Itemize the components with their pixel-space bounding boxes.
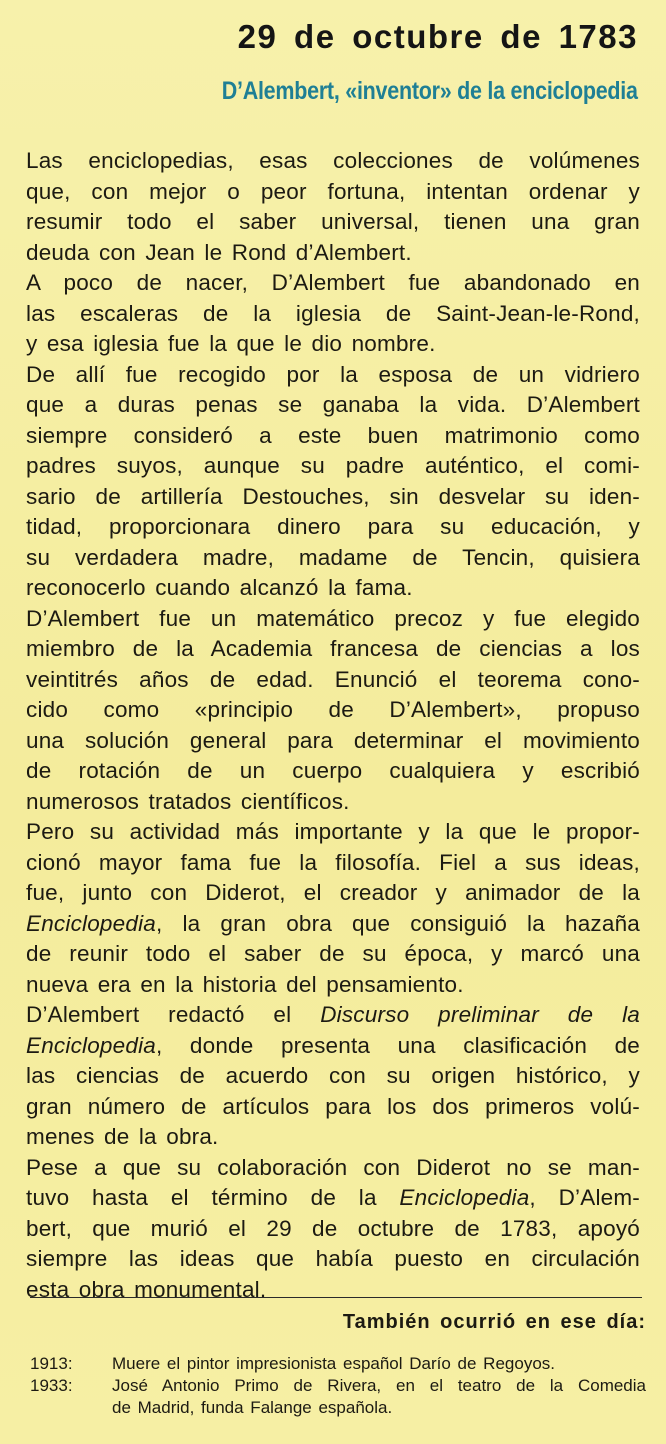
text-line: miembro de la Academia francesa de ciencias a los [26,636,640,661]
event-year: 1933: [30,1376,73,1395]
text-line: su verdadera madre, madame de Tencin, quisiera [26,544,640,570]
text-line: bert, que murió el 29 de octubre de 1783, apoyó [26,1215,640,1241]
event-year: 1913: [30,1354,73,1373]
text-line: siempre las ideas que había puesto en circulación [26,1246,640,1271]
event-description: Muere el pintor impresionista español Darío de Regoyos. [112,1354,556,1373]
text-line: nueva era en la historia del pensamiento. [26,971,464,997]
text-line: D’Alembert fue un matemático precoz y fue elegido [26,605,640,631]
text-line: resumir todo el saber universal, tienen una gran [26,209,640,234]
text-line: las ciencias de acuerdo con su origen histórico, y [26,1063,640,1088]
text-line: padres suyos, aunque su padre auténtico, el comi- [26,453,640,478]
text-line: Enciclopedia, donde presenta una clasificación de [26,1032,640,1058]
text-line: deuda con Jean le Rond d’Alembert. [26,239,412,265]
text-line: Pero su actividad más importante y la que le propor- [26,819,640,844]
text-line: de rotación de un cuerpo cualquiera y escribió [26,758,640,783]
text-line: y esa iglesia fue la que le dio nombre. [26,331,436,356]
event-description: José Antonio Primo de Rivera, en el teatro de la Comedia [112,1376,646,1395]
text-line: menes de la obra. [26,1124,219,1149]
event-item [30,1353,646,1375]
text-line: sario de artillería Destouches, sin desvelar su iden- [26,483,640,509]
text-line: Pese a que su colaboración con Diderot no se man- [26,1154,640,1180]
text-line: Las enciclopedias, esas colecciones de volúmenes [26,148,640,173]
text-line: Enciclopedia, la gran obra que consiguió la hazaña [26,910,640,936]
event-item [30,1375,646,1419]
text-line: De allí fue recogido por la esposa de un vidriero [26,361,640,387]
text-line: tuvo hasta el término de la Enciclopedia, D’Alem- [26,1185,640,1210]
text-line: de reunir todo el saber de su época, y marcó una [26,941,640,966]
text-line: fue, junto con Diderot, el creador y animador de la [26,880,640,905]
section-divider [30,1297,642,1298]
article-date: 29 de octubre de 1783 [237,18,638,55]
text-line: esta obra monumental. [26,1276,267,1302]
text-line: A poco de nacer, D’Alembert fue abandonado en [26,270,640,295]
text-line: que, con mejor o peor fortuna, intentan ordenar y [26,178,640,204]
event-description: de Madrid, funda Falange española. [112,1398,393,1417]
text-line: tidad, proporcionara dinero para su educación, y [26,514,640,539]
text-line: gran número de artículos para los dos primeros volú- [26,1093,640,1119]
text-line: numerosos tratados científicos. [26,788,350,814]
text-line: que a duras penas se ganaba la vida. D’Alembert [26,392,640,417]
text-line: cido como «principio de D’Alembert», propuso [26,697,640,722]
text-line: cionó mayor fama fue la filosofía. Fiel a sus ideas, [26,849,640,875]
events-list [30,1353,646,1419]
text-line: reconocerlo cuando alcanzó la fama. [26,575,413,600]
text-line: D’Alembert redactó el Discurso preliminar de la [26,1002,640,1027]
article-title: D’Alembert, «inventor» de la enciclopedia [222,77,638,105]
text-line: veintitrés años de edad. Enunció el teorema cono- [26,666,640,692]
also-happened-heading: También ocurrió en ese día: [342,1311,646,1333]
text-line: las escaleras de la iglesia de Saint-Jean-le-Rond, [26,300,640,326]
text-line: siempre consideró a este buen matrimonio como [26,422,640,448]
article-body [26,146,640,1305]
text-line: una solución general para determinar el movimiento [26,727,640,753]
